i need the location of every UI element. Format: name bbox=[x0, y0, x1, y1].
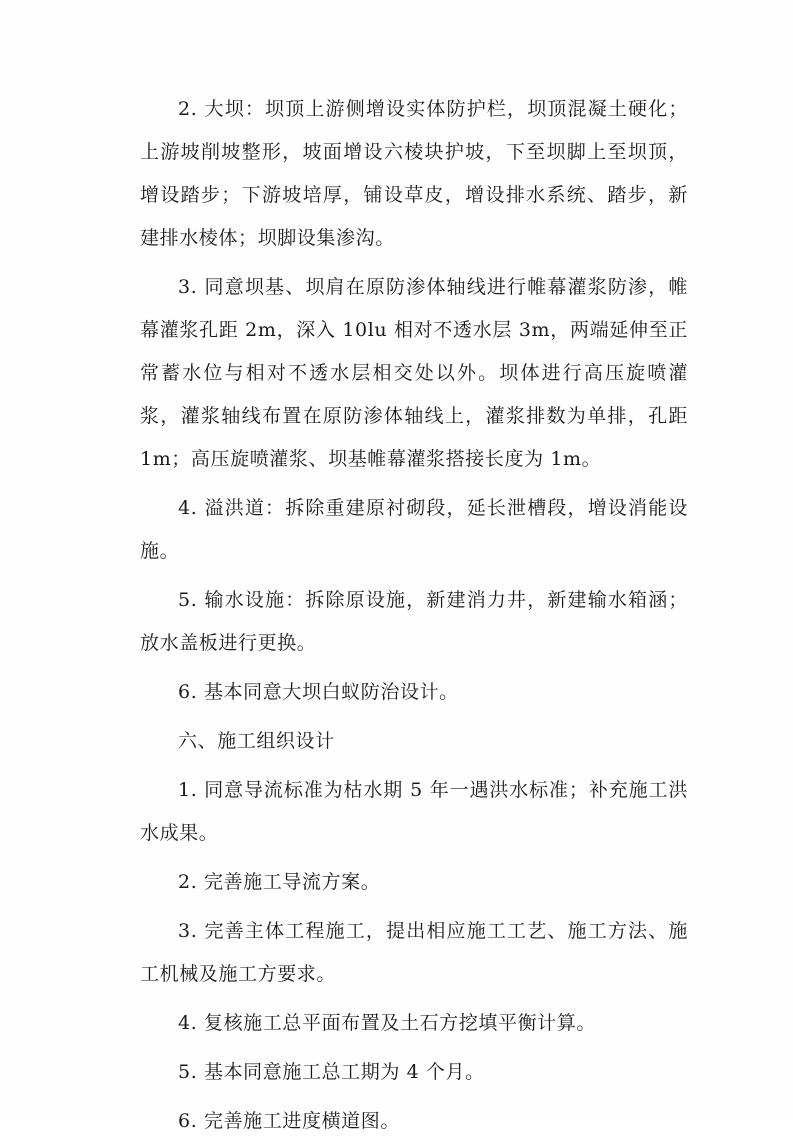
paragraph-grouting: 3. 同意坝基、坝肩在原防渗体轴线进行帷幕灌浆防渗，帷幕灌浆孔距 2m，深入 10lu 相对不透水层 3m，两端延伸至正常蓄水位与相对不透水层相交处以外。坝体进行高压旋喷灌浆，灌浆轴线布置在原防渗体轴线上，灌浆排数为单排，孔距 1m；高压旋喷灌浆、坝基帷幕灌浆搭接长度为 1m。 bbox=[140, 276, 688, 470]
paragraph-diversion-standard: 1. 同意导流标准为枯水期 5 年一遇洪水标准；补充施工洪水成果。 bbox=[140, 779, 688, 844]
paragraph-spillway: 4. 溢洪道：拆除重建原衬砌段，延长泄槽段，增设消能设施。 bbox=[140, 497, 688, 562]
paragraph-diversion-plan: 2. 完善施工导流方案。 bbox=[178, 871, 381, 893]
document-body bbox=[140, 88, 688, 1143]
paragraph-dam: 2. 大坝：坝顶上游侧增设实体防护栏，坝顶混凝土硬化；上游坡削坡整形，坡面增设六棱块护坡，下至坝脚上至坝顶，增设踏步；下游坡培厚，铺设草皮，增设排水系统、踏步，新建排水棱体；坝脚设集渗沟。 bbox=[140, 98, 688, 249]
paragraph-gantt-chart: 6. 完善施工进度横道图。 bbox=[178, 1110, 400, 1132]
section-heading-construction-design: 六、施工组织设计 bbox=[178, 730, 335, 752]
paragraph-water-conveyance: 5. 输水设施：拆除原设施，新建消力井，新建输水箱涵；放水盖板进行更换。 bbox=[140, 589, 688, 654]
paragraph-site-layout: 4. 复核施工总平面布置及土石方挖填平衡计算。 bbox=[178, 1012, 596, 1034]
paragraph-termite-control: 6. 基本同意大坝白蚁防治设计。 bbox=[178, 681, 459, 703]
paragraph-schedule-duration: 5. 基本同意施工总工期为 4 个月。 bbox=[178, 1061, 485, 1083]
paragraph-main-works: 3. 完善主体工程施工，提出相应施工工艺、施工方法、施工机械及施工方要求。 bbox=[140, 920, 688, 985]
